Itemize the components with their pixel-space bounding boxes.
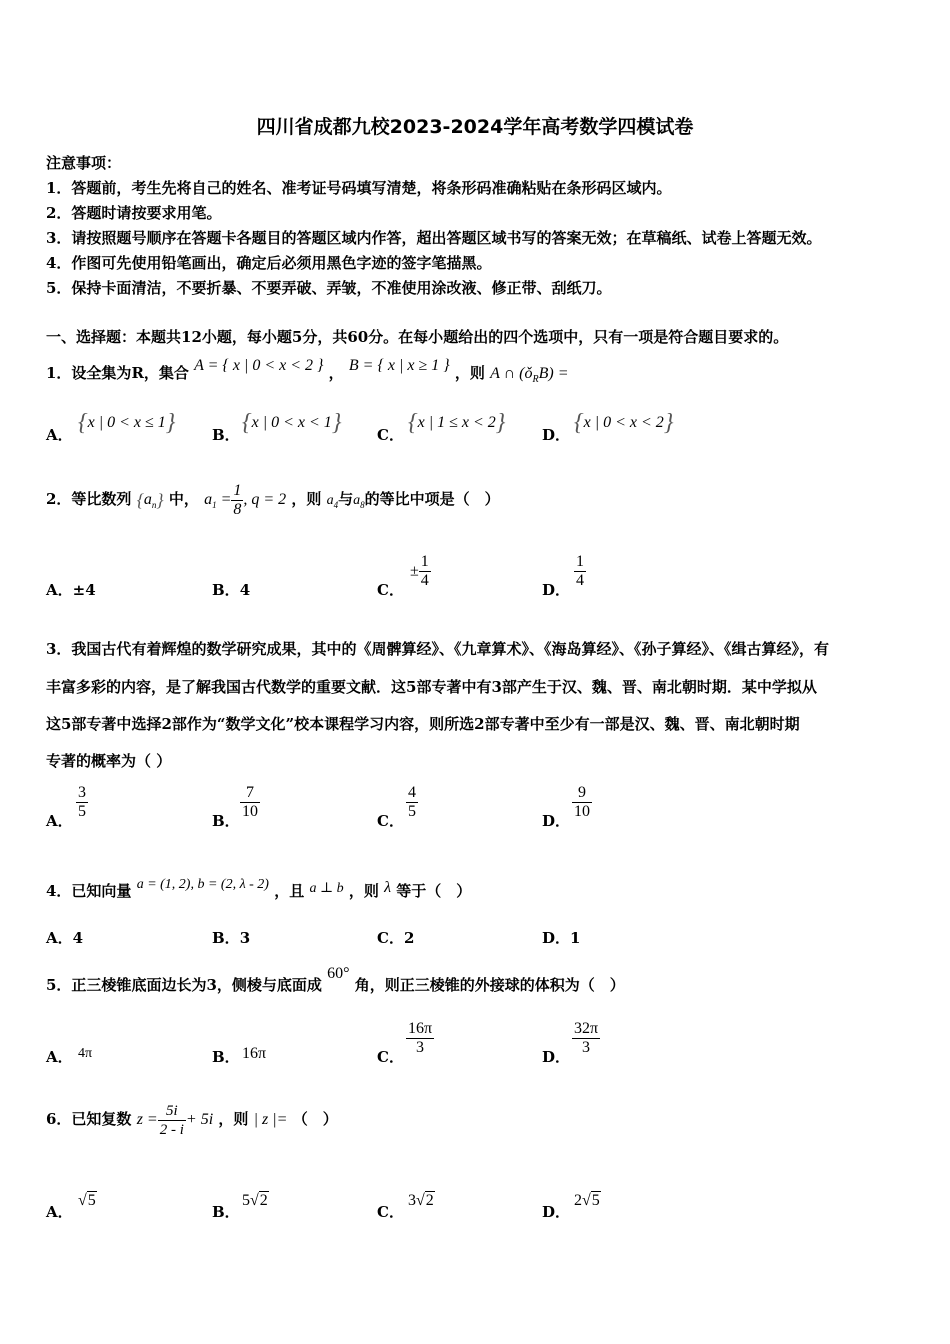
q4-option-a-text: 4	[72, 929, 84, 947]
q2-option-c	[410, 553, 431, 590]
notice-heading: 注意事项：	[46, 154, 122, 172]
q2-fraction	[231, 482, 243, 519]
q6-radicand: 5	[591, 1192, 600, 1209]
frac-den: 4	[576, 572, 584, 589]
q3-line: 丰富多彩的内容，是了解我国古代数学的重要文献．这5部专著中有3部产生于汉、魏、晋、南北朝时期．某中学拟从	[46, 678, 817, 696]
q2-option-c-frac	[419, 553, 431, 590]
q2-sequence	[136, 490, 164, 511]
q5-option-b: 16π	[242, 1045, 267, 1062]
q6-option-b: 5√2	[242, 1192, 268, 1209]
question-2	[46, 482, 500, 519]
frac-num: 5i	[165, 1103, 178, 1119]
q6-coef: 2	[574, 1192, 582, 1209]
q2-condition	[204, 482, 287, 518]
q6-fraction	[158, 1102, 186, 1139]
q6-abs-z: | z |=	[253, 1111, 288, 1129]
notice-item: 4．作图可先使用铅笔画出，确定后必须用黑色字迹的签字笔描黑。	[46, 254, 492, 272]
q1-stem: 1．设全集为R，集合	[46, 364, 189, 382]
q6-plus: + 5i	[185, 1111, 214, 1129]
q6-option-c-label: C．	[377, 1203, 404, 1221]
q5-option-d	[572, 1020, 600, 1057]
q2-seq-sub: n	[151, 500, 157, 511]
q5-option-c-frac	[406, 1020, 434, 1057]
q2-option-b	[212, 579, 250, 600]
q4-perp: a ⊥ b	[309, 881, 344, 896]
q2-option-a-label: A．	[46, 581, 73, 599]
q4-stem-c: ，则	[348, 882, 379, 900]
notice-item: 1．答题前，考生先将自己的姓名、准考证号码填写清楚，将条形码准确粘贴在条形码区域内。	[46, 179, 672, 197]
brace-left: {	[136, 490, 144, 510]
q4-option-d-text: 1	[570, 929, 581, 947]
question-5	[46, 965, 625, 995]
q5-option-a: 4π	[78, 1046, 93, 1061]
q3-line: 专著的概率为（ ）	[46, 752, 172, 770]
q1-option-d-label: D．	[542, 426, 571, 444]
q1-expr-sub: R	[532, 374, 539, 386]
q5-option-c-label: C．	[377, 1048, 404, 1066]
q1-set-b: B = { x | x ≥ 1 }	[348, 357, 450, 374]
q2-frac-num: 1	[233, 482, 242, 499]
brace-left: {	[408, 410, 418, 436]
q6-stem-a: 6．已知复数	[46, 1110, 132, 1129]
q3-option-b-frac	[240, 784, 260, 821]
q3-option-c-frac	[406, 784, 418, 821]
q4-option-a-label: A．	[46, 929, 73, 947]
q6-coef: 5	[242, 1192, 250, 1209]
q3-option-d-frac	[572, 784, 592, 821]
frac-num: 3	[78, 784, 86, 801]
q4-vectors: a = (1, 2), b = (2, λ - 2)	[136, 877, 269, 892]
q6-option-a: √5	[78, 1192, 96, 1209]
q2-a8	[353, 493, 365, 508]
question-4	[46, 877, 472, 901]
q2-frac-den: 8	[233, 501, 242, 518]
q2-option-a-text: ±4	[72, 581, 96, 599]
q3-option-a	[76, 784, 88, 821]
frac-den: 5	[78, 803, 86, 820]
q2-option-c-pm: ±	[410, 562, 419, 580]
q2-a8-sub: 8	[360, 499, 365, 510]
q2-stem-a: 2．等比数列	[46, 490, 132, 509]
q6-radicand: 2	[425, 1192, 434, 1209]
frac-den: 5	[408, 803, 416, 820]
q2-option-d-label: D．	[542, 581, 571, 599]
q2-a4	[327, 493, 339, 508]
q6-option-b-label: B．	[212, 1203, 240, 1221]
q4-option-b-label: B．	[212, 929, 240, 947]
q1-set-a: A = { x | 0 < x < 2 }	[194, 357, 324, 374]
q2-ratio: , q = 2	[243, 491, 287, 509]
q5-angle: 60°	[327, 965, 350, 982]
q6-stem-c: （ ）	[292, 1110, 338, 1129]
q1-stem-b: ，则	[454, 364, 485, 382]
q3-option-b	[240, 784, 260, 821]
q1-option-c-label: C．	[377, 426, 404, 444]
q2-eq: =	[220, 491, 232, 509]
q5-option-a-label: A．	[46, 1048, 73, 1066]
q4-option-c-label: C．	[377, 929, 404, 947]
q2-stem-d: 的等比中项是（ ）	[364, 490, 500, 509]
q1-option-a-label: A．	[46, 426, 73, 444]
q1-option-a-text: x | 0 < x ≤ 1	[87, 414, 166, 432]
q1-option-a	[78, 410, 175, 437]
q4-option-a	[46, 927, 83, 948]
q2-option-a	[46, 579, 96, 600]
q2-stem-b: 中，	[168, 490, 199, 509]
brace-left: {	[78, 410, 88, 436]
q3-option-c-label: C．	[377, 812, 404, 830]
q6-option-a-label: A．	[46, 1203, 73, 1221]
q3-option-c	[406, 784, 418, 821]
q3-option-d	[572, 784, 592, 821]
q4-option-c-text: 2	[403, 929, 415, 947]
q5-option-d-label: D．	[542, 1048, 571, 1066]
q1-comma: ，	[328, 364, 344, 382]
question-6	[46, 1102, 338, 1139]
q2-stem-c: ，则	[291, 490, 322, 509]
q2-a8-base: a	[353, 493, 361, 509]
frac-den: 2 - i	[159, 1122, 184, 1138]
frac-num: 1	[576, 553, 584, 570]
notice-item: 2．答题时请按要求用笔。	[46, 204, 222, 222]
brace-left: {	[242, 410, 252, 436]
q1-option-d	[574, 410, 673, 437]
q2-option-b-label: B．	[212, 581, 240, 599]
frac-den: 3	[406, 1038, 434, 1057]
q4-lambda: λ	[384, 879, 392, 896]
q1-option-b	[242, 410, 341, 437]
question-1	[46, 357, 569, 386]
frac-num: 7	[246, 784, 254, 801]
q4-option-c	[377, 927, 414, 948]
q3-line: 3．我国古代有着辉煌的数学研究成果，其中的《周髀算经》、《九章算术》、《海岛算经》、《孙子算经》、《缉古算经》，有	[46, 640, 829, 658]
q3-option-d-label: D．	[542, 812, 571, 830]
frac-den: 10	[574, 803, 590, 820]
q4-option-d-label: D．	[542, 929, 571, 947]
page-title: 四川省成都九校2023-2024学年高考数学四模试卷	[256, 116, 694, 138]
frac-den: 10	[242, 803, 258, 820]
q5-stem-a: 5．正三棱锥底面边长为3，侧棱与底面成	[46, 976, 322, 994]
q2-option-d	[574, 553, 586, 590]
brace-right: }	[495, 410, 506, 436]
q3-option-a-label: A．	[46, 812, 73, 830]
frac-num: 16π	[408, 1020, 433, 1037]
q5-option-b-label: B．	[212, 1048, 240, 1066]
q3-line: 这5部专著中选择2部作为“数学文化”校本课程学习内容，则所选2部专著中至少有一部是汉、魏、晋、南北朝时期	[46, 715, 800, 733]
q1-option-d-text: x | 0 < x < 2	[583, 414, 664, 432]
q4-stem-b: ，且	[274, 882, 305, 900]
q4-option-b-text: 3	[239, 929, 251, 947]
q6-option-d: 2√5	[574, 1192, 600, 1209]
q6-coef: 3	[408, 1192, 416, 1209]
q2-with: 与	[338, 490, 354, 509]
q4-option-d	[542, 927, 580, 948]
q6-radicand: 2	[259, 1192, 268, 1209]
frac-num: 1	[420, 553, 429, 570]
frac-num: 32π	[574, 1020, 599, 1037]
q2-option-c-label: C．	[377, 581, 404, 599]
q4-option-b	[212, 927, 250, 948]
q2-a1: a	[204, 491, 213, 509]
q1-option-c	[408, 410, 505, 437]
frac-den: 4	[420, 572, 429, 589]
q2-a1-sub: 1	[212, 500, 217, 511]
brace-right: }	[663, 410, 674, 436]
q1-option-b-text: x | 0 < x < 1	[251, 414, 332, 432]
q2-option-b-text: 4	[239, 581, 251, 599]
q1-expr-end: B) =	[538, 365, 569, 382]
q6-expression	[136, 1103, 214, 1138]
q2-a4-sub: 4	[333, 499, 339, 510]
q6-option-d-label: D．	[542, 1203, 571, 1221]
brace-right: }	[331, 410, 342, 436]
q1-option-b-label: B．	[212, 426, 240, 444]
q6-radicand: 5	[87, 1192, 96, 1209]
q6-stem-b: ，则	[218, 1110, 249, 1129]
frac-num: 9	[578, 784, 586, 801]
q3-option-a-frac	[76, 784, 88, 821]
q6-option-c: 3√2	[408, 1192, 434, 1209]
notice-item: 5．保持卡面清洁，不要折暴、不要弄破、弄皱，不准使用涂改液、修正带、刮纸刀。	[46, 279, 612, 297]
frac-num: 4	[408, 784, 416, 801]
brace-right: }	[165, 410, 176, 436]
q4-stem-a: 4．已知向量	[46, 882, 132, 900]
q5-stem-b: 角，则正三棱锥的外接球的体积为（ ）	[354, 976, 625, 994]
q2-a4-base: a	[326, 493, 334, 509]
brace-right: }	[156, 490, 164, 510]
q5-option-d-frac	[572, 1020, 600, 1057]
q5-option-c	[406, 1020, 434, 1057]
q2-option-d-frac	[574, 553, 586, 590]
q1-expr: A ∩ (ǒ	[490, 365, 533, 382]
q3-option-b-label: B．	[212, 812, 240, 830]
notice-item: 3．请按照题号顺序在答题卡各题目的答题区域内作答，超出答题区域书写的答案无效；在草稿纸、试卷上答题无效。	[46, 229, 822, 247]
brace-left: {	[574, 410, 584, 436]
q1-option-c-text: x | 1 ≤ x < 2	[417, 414, 496, 432]
q2-seq: a	[143, 491, 152, 509]
q4-stem-d: 等于（ ）	[396, 882, 472, 900]
section-heading: 一、选择题：本题共12小题，每小题5分，共60分。在每小题给出的四个选项中，只有一项是符合题目要求的。	[46, 328, 789, 346]
q1-expression	[490, 365, 569, 386]
frac-den: 3	[572, 1038, 600, 1057]
q6-z-eq: z =	[136, 1111, 158, 1129]
